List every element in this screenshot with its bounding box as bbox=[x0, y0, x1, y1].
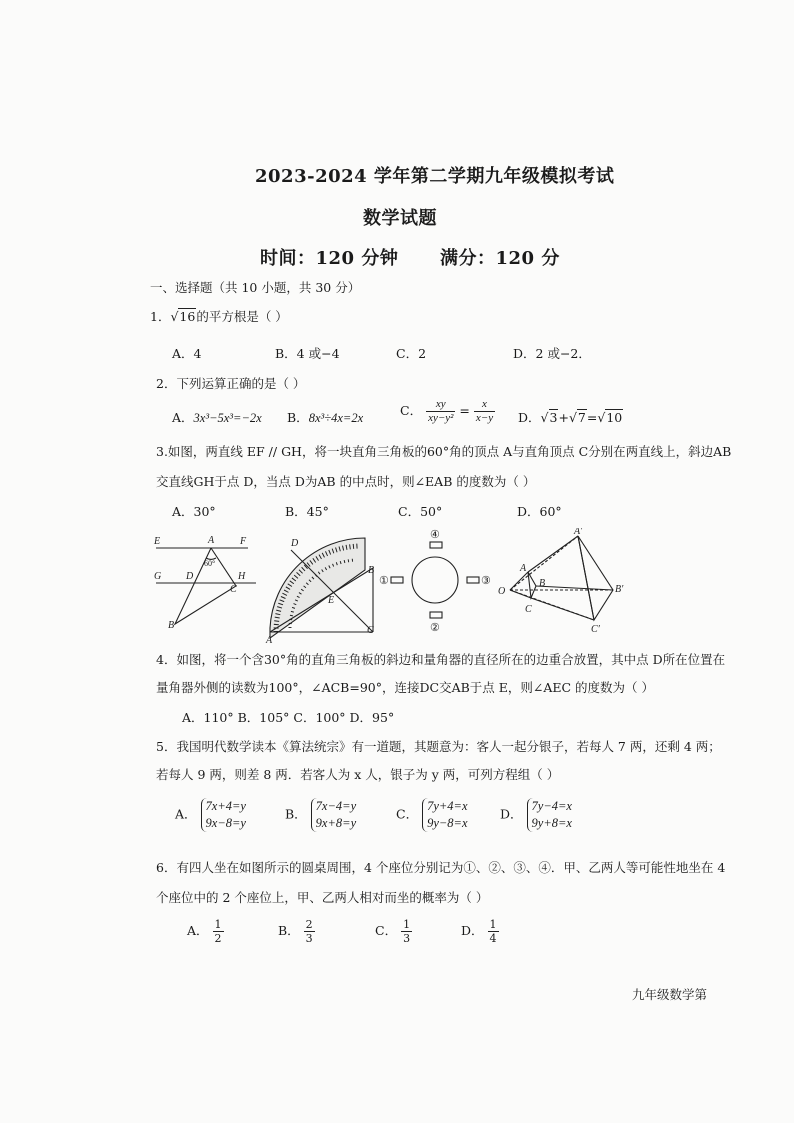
q4-options: A．110° B．105° C．100° D．95° bbox=[182, 710, 395, 725]
q1-stem: 的平方根是（ ） bbox=[196, 309, 288, 324]
q6-c-num: 1 bbox=[403, 918, 411, 931]
label-h: H bbox=[238, 571, 246, 582]
q6-b-den: 3 bbox=[305, 932, 313, 945]
q2-c-frac-right bbox=[474, 398, 495, 425]
q5-a-eq1: 7x+4=y bbox=[205, 799, 246, 813]
q5-c-system bbox=[422, 798, 467, 832]
q6-b-num: 2 bbox=[305, 918, 313, 931]
q2-d-r1: 3 bbox=[549, 410, 558, 425]
label-a-prime: A′ bbox=[574, 528, 583, 537]
q3-option-c: C．50° bbox=[398, 504, 443, 519]
sqrt-icon: √ bbox=[597, 410, 606, 425]
exam-title: 2023-2024 学年第二学期九年级模拟考试 bbox=[255, 166, 615, 187]
label-b: B bbox=[168, 620, 175, 631]
q6-a-label: A． bbox=[187, 923, 209, 938]
q2-a-label: A． bbox=[172, 410, 194, 425]
question-3-line-1: 3.如图，两直线 EF // GH，将一块直角三角板的60°角的顶点 A与直角顶点 C分别在两直线上，斜边AB bbox=[156, 444, 732, 459]
q5-b-system bbox=[311, 798, 356, 832]
label-seat-2: ② bbox=[430, 622, 440, 634]
q1-option-a: A．4 bbox=[172, 346, 202, 361]
q6-option-a bbox=[187, 918, 224, 945]
q6-d-label: D． bbox=[461, 923, 484, 938]
q2-c-den-r: x−y bbox=[475, 412, 494, 424]
question-1 bbox=[150, 307, 288, 325]
question-6-line-1: 6．有四人坐在如图所示的圆桌周围，4 个座位分别记为①、②、③、④．甲、乙两人等可能性地坐在 4 bbox=[156, 860, 726, 875]
question-5-line-2: 若每人 9 两，则差 8 两．若客人为 x 人，银子为 y 两，可列方程组（ ） bbox=[156, 767, 560, 782]
q5-c-eq2: 9y−8=x bbox=[427, 816, 468, 830]
segment-oc bbox=[510, 590, 531, 598]
label-g: G bbox=[154, 571, 162, 582]
page-footer: 九年级数学第 bbox=[632, 987, 708, 1002]
question-5-line-1: 5．我国明代数学读本《算法统宗》有一道题，其题意为：客人一起分银子，若每人 7 两，还剩 4 两； bbox=[156, 739, 721, 754]
q6-a-den: 2 bbox=[214, 932, 222, 945]
q1-option-c: C．2 bbox=[396, 346, 427, 361]
q6-option-c bbox=[375, 918, 412, 945]
label-seat-3: ③ bbox=[481, 575, 491, 587]
segment-oa bbox=[510, 572, 528, 590]
q5-c-eq1: 7y+4=x bbox=[427, 799, 468, 813]
label-c: C bbox=[230, 584, 237, 595]
q6-a-frac bbox=[213, 918, 224, 945]
q5-option-d bbox=[500, 798, 572, 832]
q2-c-frac-left bbox=[426, 398, 455, 425]
q6-d-den: 4 bbox=[489, 932, 497, 945]
label-e: E bbox=[154, 536, 161, 547]
label-b: B bbox=[368, 565, 375, 576]
q2-option-a bbox=[172, 408, 262, 426]
q6-b-frac bbox=[304, 918, 315, 945]
q2-d-label: D． bbox=[518, 410, 541, 425]
question-4-line-2: 量角器外侧的读数为100°，∠ACB=90°，连接DC交AB于点 E，则∠AEC 的度数为（ ） bbox=[156, 680, 655, 695]
q1-radicand: 16 bbox=[179, 309, 196, 324]
q2-c-num-r: x bbox=[474, 398, 495, 412]
label-f: F bbox=[240, 536, 247, 547]
question-4-line-1: 4．如图，将一个含30°角的直角三角板的斜边和量角器的直径所在的边重合放置，其中点 D所在位置在 bbox=[156, 652, 726, 667]
q3-option-d: D．60° bbox=[517, 504, 562, 519]
q5-a-eq2: 9x−8=y bbox=[205, 816, 246, 830]
q5-b-eq1: 7x−4=y bbox=[315, 799, 357, 813]
q2-a-expr: 3x³−5x³=−2x bbox=[193, 411, 262, 425]
q5-a-label: A． bbox=[175, 806, 197, 822]
sqrt-icon: √ bbox=[170, 309, 179, 324]
label-c: C bbox=[367, 625, 374, 636]
label-c: C bbox=[525, 604, 532, 615]
q6-a-num: 1 bbox=[214, 918, 222, 931]
q1-option-b: B．4 或−4 bbox=[275, 346, 340, 361]
question-3-line-2: 交直线GH于点 D，当点 D为AB 的中点时，则∠EAB 的度数为（ ） bbox=[156, 474, 536, 489]
section-heading: 一、选择题（共 10 小题，共 30 分） bbox=[150, 280, 361, 295]
label-seat-1: ① bbox=[379, 575, 389, 587]
label-e: E bbox=[328, 595, 335, 606]
label-o: O bbox=[498, 586, 506, 597]
seat-1 bbox=[391, 577, 403, 583]
q2-c-den-l: xy−y² bbox=[428, 412, 454, 424]
label-d: D bbox=[291, 538, 299, 549]
label-a: A bbox=[208, 535, 215, 546]
q5-a-system bbox=[201, 798, 246, 832]
label-d: D bbox=[186, 571, 194, 582]
label-b: B bbox=[539, 578, 546, 589]
q2-b-label: B． bbox=[287, 410, 309, 425]
q6-b-label: B． bbox=[278, 923, 300, 938]
q6-c-frac bbox=[401, 918, 412, 945]
triangle-a1b1c1 bbox=[578, 536, 613, 620]
time-limit: 时间：120 分钟 bbox=[260, 248, 399, 269]
q2-option-d bbox=[518, 408, 623, 426]
q2-d-eq: = bbox=[586, 410, 598, 425]
question-2: 2．下列运算正确的是（ ） bbox=[156, 376, 306, 391]
q2-b-expr: 8x³÷4x=2x bbox=[308, 411, 364, 425]
q3-option-a: A．30° bbox=[172, 504, 216, 519]
q5-b-eq2: 9x+8=y bbox=[315, 816, 357, 830]
q2-option-c bbox=[400, 398, 495, 425]
figure-round-table bbox=[391, 542, 479, 618]
q2-c-eq: = bbox=[459, 403, 470, 418]
q5-c-label: C． bbox=[396, 806, 419, 822]
segment-aa1 bbox=[528, 536, 578, 572]
q1-number: 1． bbox=[150, 309, 171, 324]
q6-d-num: 1 bbox=[489, 918, 497, 931]
label-seat-4: ④ bbox=[430, 529, 440, 541]
sqrt-icon: √ bbox=[540, 410, 549, 425]
triangle-abc bbox=[528, 572, 536, 598]
q6-c-den: 3 bbox=[403, 932, 411, 945]
figures-row bbox=[148, 528, 648, 643]
seat-2 bbox=[430, 612, 442, 618]
segment-bb1 bbox=[536, 586, 613, 590]
sqrt-icon: √ bbox=[568, 410, 577, 425]
label-a: A bbox=[266, 635, 273, 643]
figure-protractor bbox=[270, 538, 373, 638]
q5-d-system bbox=[527, 798, 572, 832]
label-c-prime: C′ bbox=[591, 624, 600, 635]
table-circle bbox=[412, 557, 458, 603]
question-6-line-2: 个座位中的 2 个座位上，甲、乙两人相对而坐的概率为（ ） bbox=[156, 890, 489, 905]
q1-option-d: D．2 或−2． bbox=[513, 346, 591, 361]
full-score: 满分：120 分 bbox=[440, 248, 560, 269]
q2-option-b bbox=[287, 408, 363, 426]
q2-c-label: C． bbox=[400, 403, 423, 418]
q5-b-label: B． bbox=[285, 806, 307, 822]
q5-option-c bbox=[396, 798, 468, 832]
label-b-prime: B′ bbox=[615, 584, 624, 595]
seat-4 bbox=[430, 542, 442, 548]
label-60-degree: 60° bbox=[204, 559, 216, 568]
q5-option-a bbox=[175, 798, 246, 832]
figure-4-labels bbox=[498, 528, 624, 635]
q2-d-r3: 10 bbox=[606, 410, 623, 425]
q5-option-b bbox=[285, 798, 356, 832]
q5-d-label: D． bbox=[500, 806, 523, 822]
label-a: A bbox=[520, 563, 527, 574]
q2-d-plus: + bbox=[558, 410, 569, 425]
q6-option-d bbox=[461, 918, 499, 945]
q6-d-frac bbox=[488, 918, 499, 945]
q2-c-num-l: xy bbox=[426, 398, 455, 412]
q5-d-eq1: 7y−4=x bbox=[531, 799, 572, 813]
segment-cc1 bbox=[531, 598, 594, 620]
q6-option-b bbox=[278, 918, 315, 945]
q6-c-label: C． bbox=[375, 923, 398, 938]
subject-title: 数学试题 bbox=[363, 208, 437, 229]
q5-d-eq2: 9y+8=x bbox=[531, 816, 572, 830]
seat-3 bbox=[467, 577, 479, 583]
q3-option-b: B．45° bbox=[285, 504, 329, 519]
q2-d-r2: 7 bbox=[577, 410, 586, 425]
